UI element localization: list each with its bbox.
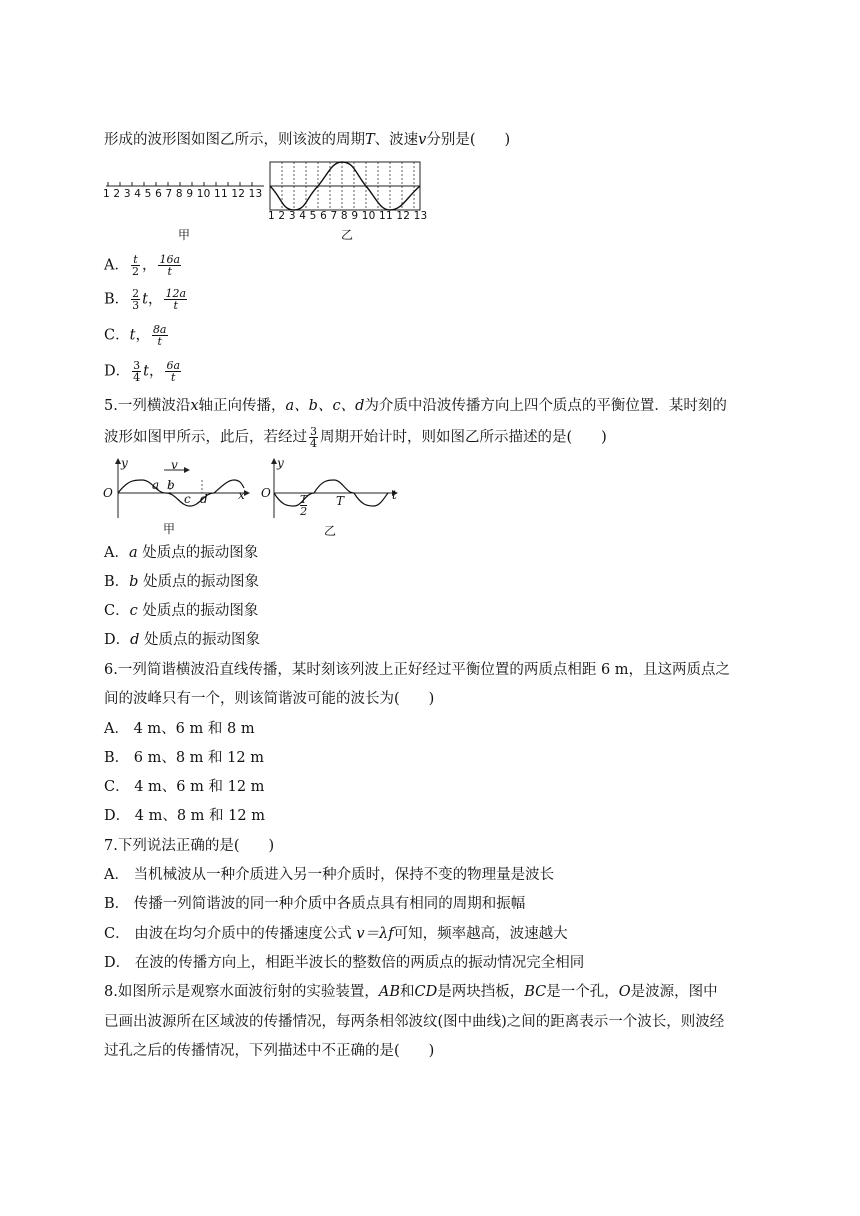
q8-stem-line2: 已画出波源所在区域波的传播情况，每两条相邻波纹(图中曲线)之间的距离表示一个波长，则波经 (104, 1014, 725, 1030)
q5-jia-point-c: c (184, 492, 191, 506)
q4-figure-yi (268, 158, 428, 218)
q5-yi-origin: O (261, 486, 271, 500)
q7-option-c[interactable]: C． 由波在均匀介质中的传播速度公式 v＝λf可知，频率越高，波速越大 (104, 926, 568, 942)
q4-option-c[interactable]: C．t， $\frac{8a}{t}$ (104, 323, 167, 348)
q5-option-c[interactable]: C．c 处质点的振动图象 (104, 603, 259, 619)
q4-caption-yi: 乙 (341, 228, 354, 242)
q6-stem-line2: 间的波峰只有一个，则该简谐波可能的波长为( ) (104, 691, 435, 707)
q5-caption-jia: 甲 (163, 522, 176, 536)
q5-yi-t-label: t (392, 488, 397, 502)
q5-caption-yi: 乙 (324, 524, 337, 538)
q5-jia-x-label: x (238, 488, 245, 502)
q4-ruler-labels-yi: 1 2 3 4 5 6 7 8 9 10 11 12 13 (268, 210, 428, 222)
q5-jia-y-label: y (121, 456, 128, 470)
q8-stem-line1: 8.如图所示是观察水面波衍射的实验装置，AB和CD是两块挡板，BC是一个孔，O是波源，图中 (104, 984, 718, 1000)
q5-jia-origin: O (103, 486, 113, 500)
q5-option-d[interactable]: D．d 处质点的振动图象 (104, 632, 261, 648)
q6-option-c[interactable]: C． 4 m、6 m 和 12 m (104, 779, 265, 795)
q5-yi-half-period: T 2 (300, 493, 308, 518)
q4-option-a[interactable]: A． $\frac{t}{2}$ ， $\frac{16a}{t}$ (104, 253, 181, 278)
q8-stem-line3: 过孔之后的传播情况，下列描述中不正确的是( ) (104, 1043, 435, 1059)
q7-option-b[interactable]: B． 传播一列简谐波的同一种介质中各质点具有相同的周期和振幅 (104, 896, 526, 912)
q6-stem-line1: 6.一列简谐横波沿直线传播，某时刻该列波上正好经过平衡位置的两质点相距 6 m，且这两质点之 (104, 662, 731, 678)
q5-option-b[interactable]: B．b 处质点的振动图象 (104, 574, 260, 590)
q5-stem-line2: 波形如图甲所示，此后，若经过 $\frac{3}{4}$ 周期开始计时，则如图乙所示描述的是( ) (104, 425, 607, 450)
q5-jia-v-label: v (171, 458, 178, 472)
q5-stem-line1: 5.一列横波沿x轴正向传播，a、b、c、d为介质中沿波传播方向上四个质点的平衡位置．某时刻的 (104, 398, 727, 414)
q7-option-a[interactable]: A． 当机械波从一种介质进入另一种介质时，保持不变的物理量是波长 (104, 867, 555, 883)
q6-option-a[interactable]: A． 4 m、6 m 和 8 m (104, 721, 255, 737)
q5-jia-point-d: d (200, 492, 208, 506)
q4-option-d[interactable]: D． $\frac{3}{4}$ t， $\frac{6a}{t}$ (104, 359, 181, 384)
q7-option-d[interactable]: D． 在波的传播方向上，相距半波长的整数倍的两质点的振动情况完全相同 (104, 955, 585, 971)
q5-jia-point-a: a (152, 478, 160, 492)
q4-stem: 形成的波形图如图乙所示，则该波的周期T、波速v分别是( ) (104, 132, 511, 148)
q6-option-d[interactable]: D． 4 m、8 m 和 12 m (104, 808, 265, 824)
q5-jia-point-b: b (167, 478, 175, 492)
q7-stem: 7.下列说法正确的是( ) (104, 838, 275, 854)
q6-option-b[interactable]: B． 6 m、8 m 和 12 m (104, 750, 264, 766)
q5-yi-y-label: y (277, 456, 284, 470)
q5-option-a[interactable]: A．a 处质点的振动图象 (104, 545, 259, 561)
q4-ruler-labels-jia: 1 2 3 4 5 6 7 8 9 10 11 12 13 (103, 188, 263, 200)
q4-caption-jia: 甲 (178, 228, 191, 242)
q4-option-b[interactable]: B． $\frac{2}{3}$ t， $\frac{12a}{t}$ (104, 287, 187, 312)
q5-yi-period: T (336, 494, 345, 508)
